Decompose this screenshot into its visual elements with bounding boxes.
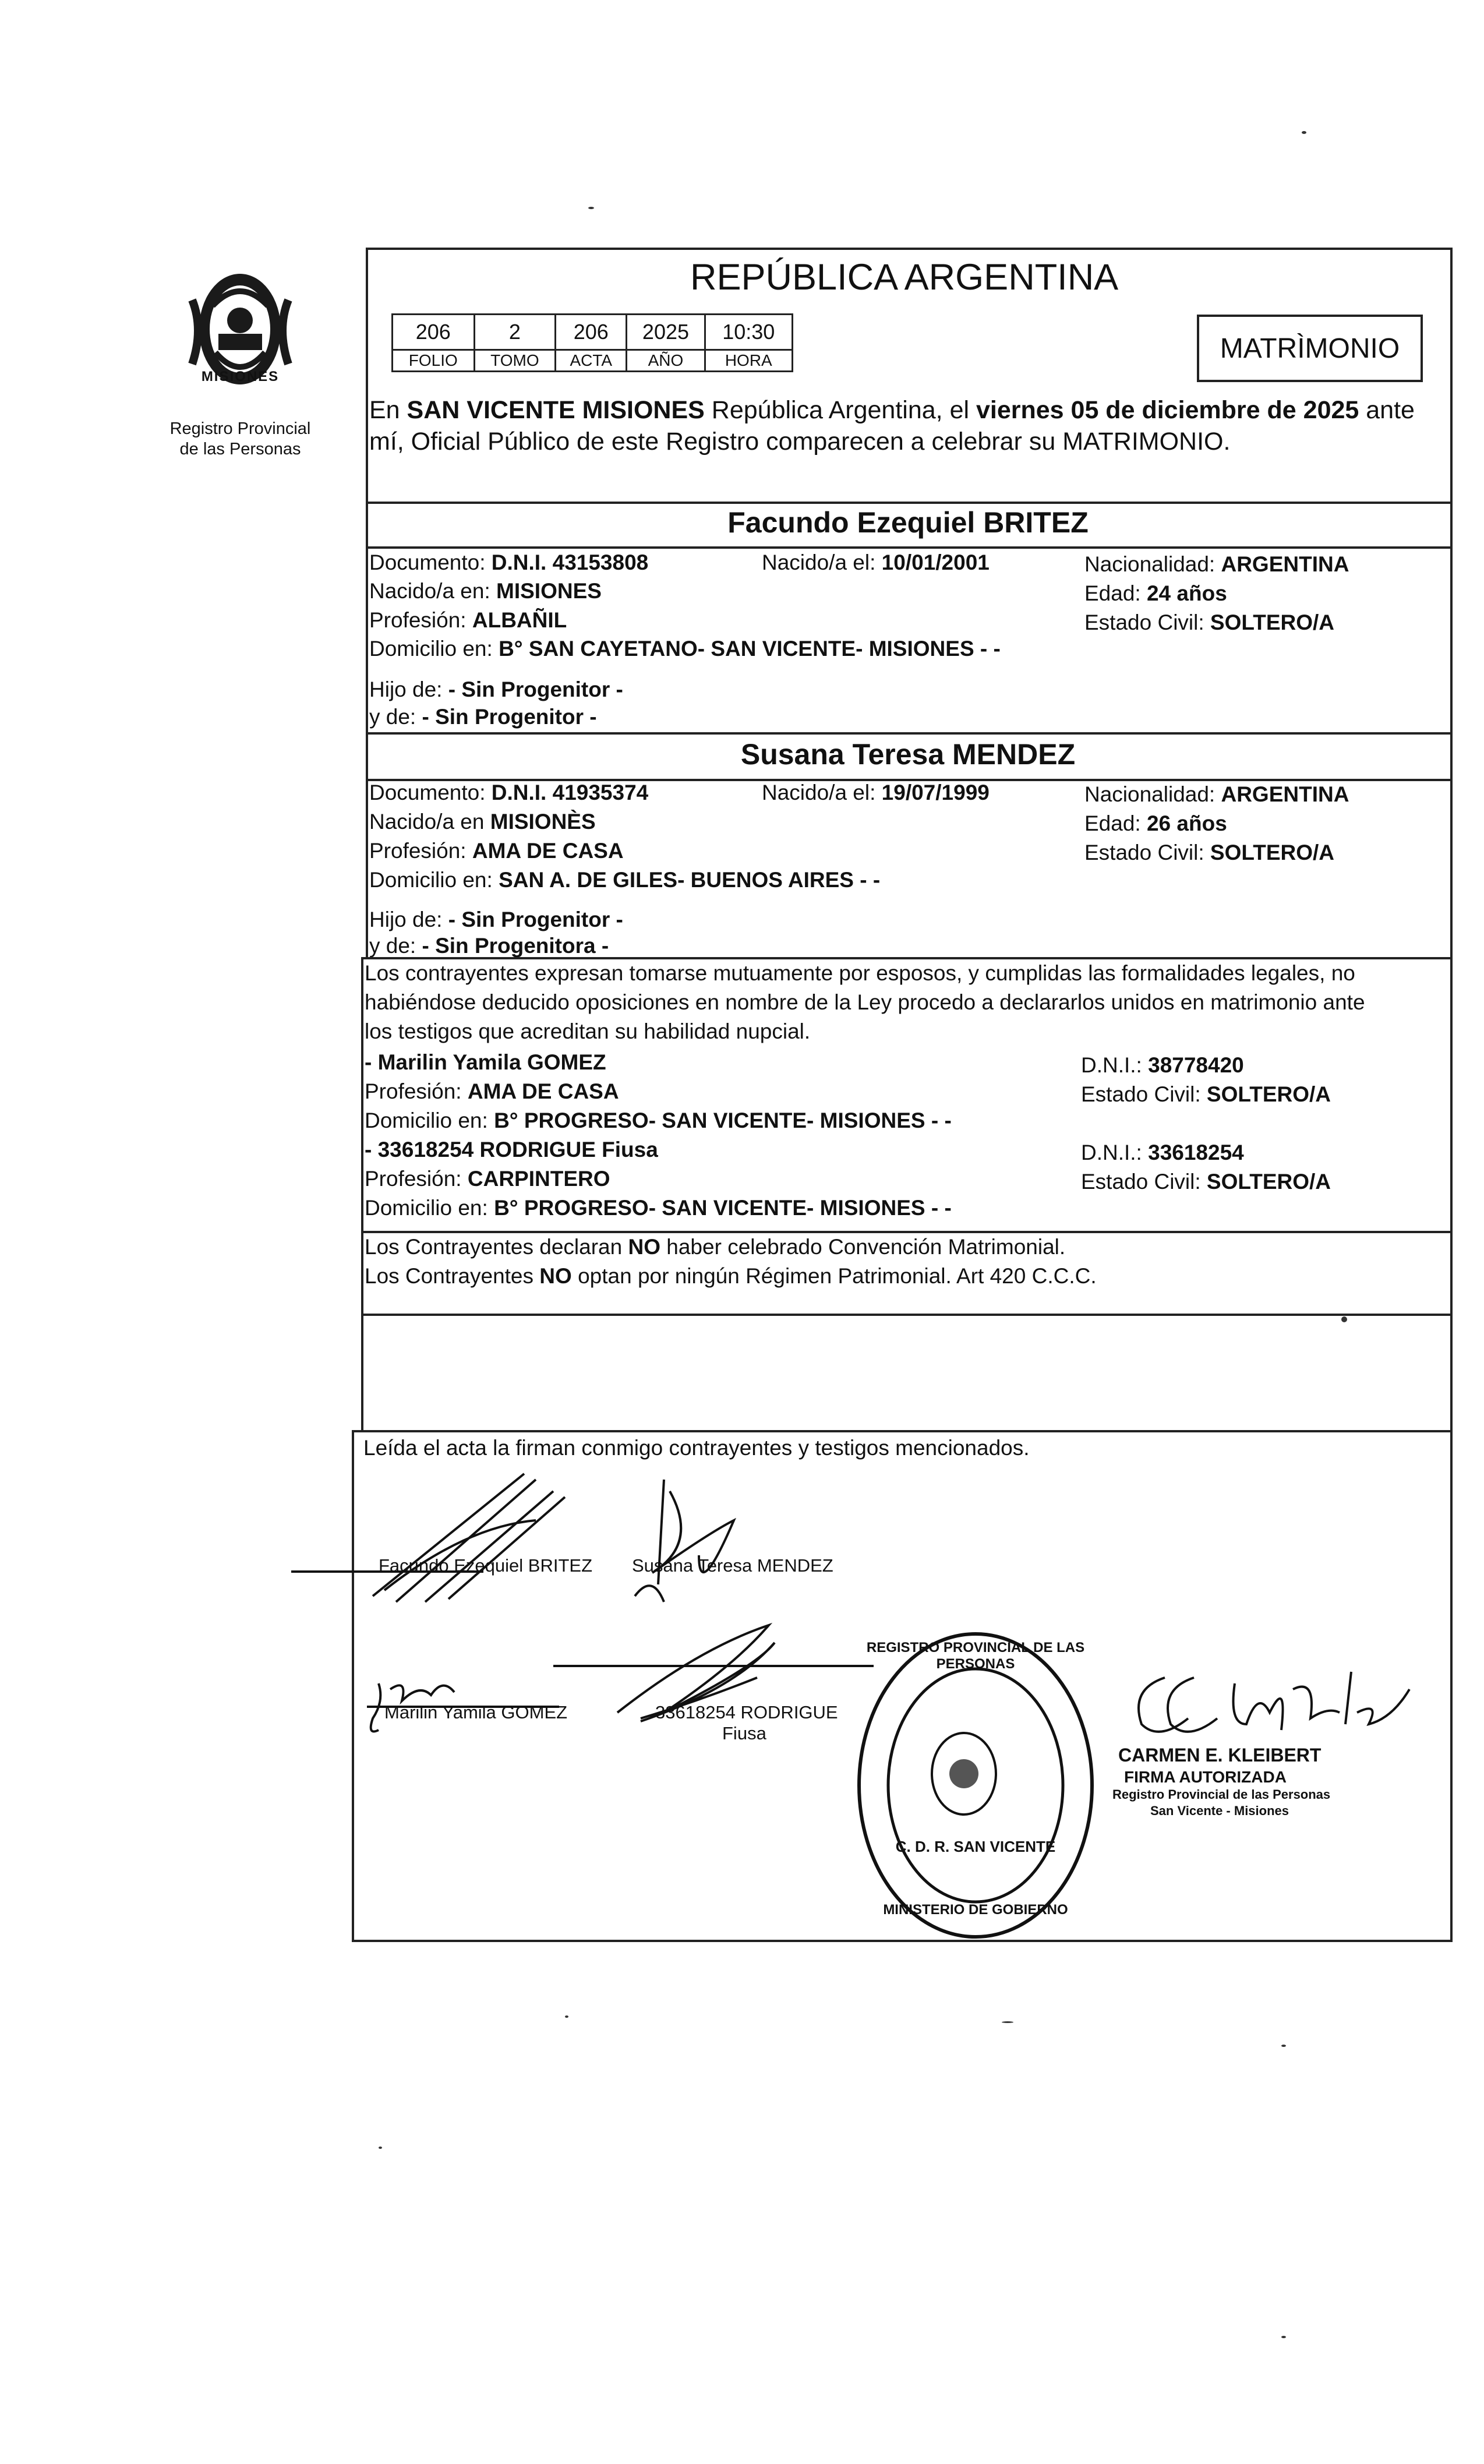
country-title: REPÚBLICA ARGENTINA bbox=[690, 257, 1119, 298]
spouse1-born-in: Nacido/a en: MISIONES bbox=[369, 579, 602, 603]
logo-caption-2: de las Personas bbox=[179, 440, 301, 458]
witness1-name: - Marilin Yamila GOMEZ bbox=[365, 1050, 606, 1074]
intro-line-2: mí, Oficial Público de este Registro comparecen a celebrar su MATRIMONIO. bbox=[369, 428, 1231, 456]
seal-text-bottom: MISIONES bbox=[201, 369, 280, 384]
official-office-1: Registro Provincial de las Personas bbox=[1112, 1787, 1331, 1802]
acta-value: 206 bbox=[556, 315, 627, 350]
tomo-value: 2 bbox=[474, 315, 556, 350]
anio-label: AÑO bbox=[627, 350, 705, 372]
signatures-intro: Leída el acta la firman conmigo contrayentes y testigos mencionados. bbox=[363, 1436, 1030, 1460]
spouse1-age: Edad: 24 años bbox=[1084, 581, 1227, 605]
official-title: FIRMA AUTORIZADA bbox=[1124, 1768, 1287, 1786]
declaration-line-3: los testigos que acreditan su habilidad nupcial. bbox=[365, 1019, 811, 1043]
register-table bbox=[391, 313, 793, 372]
witness2-profession: Profesión: CARPINTERO bbox=[365, 1167, 610, 1191]
spouse1-child-of: Hijo de: - Sin Progenitor - bbox=[369, 677, 623, 701]
witness2-civil-status: Estado Civil: SOLTERO/A bbox=[1081, 1170, 1331, 1194]
spouse2-and-of: y de: - Sin Progenitora - bbox=[369, 934, 609, 958]
spouse2-profession: Profesión: AMA DE CASA bbox=[369, 839, 624, 863]
scan-speck bbox=[1281, 2336, 1286, 2338]
patrimonial-line-2: Los Contrayentes NO optan por ningún Régimen Patrimonial. Art 420 C.C.C. bbox=[365, 1264, 1097, 1288]
declaration-line-2: habiéndose deducido oposiciones en nombre de la Ley procedo a declararlos unidos en matrimonio ante bbox=[365, 990, 1365, 1014]
scan-speck bbox=[565, 2015, 568, 2018]
spouse2-born-in: Nacido/a en MISIONÈS bbox=[369, 810, 596, 834]
spouse2-age: Edad: 26 años bbox=[1084, 811, 1227, 835]
witness1-civil-status: Estado Civil: SOLTERO/A bbox=[1081, 1082, 1331, 1106]
act-type-box bbox=[1197, 315, 1423, 382]
witness1-profession: Profesión: AMA DE CASA bbox=[365, 1079, 619, 1103]
anio-value: 2025 bbox=[627, 315, 705, 350]
spouse1-name-divider bbox=[366, 546, 1450, 549]
official-stamp bbox=[853, 1628, 1098, 1943]
acta-label: ACTA bbox=[556, 350, 627, 372]
scan-speck bbox=[1281, 2045, 1286, 2047]
spouse1-nationality: Nacionalidad: ARGENTINA bbox=[1084, 552, 1349, 576]
official-name: CARMEN E. KLEIBERT bbox=[1118, 1745, 1322, 1766]
folio-value: 206 bbox=[393, 315, 475, 350]
witness2-dni: D.N.I.: 33618254 bbox=[1081, 1141, 1244, 1164]
signature-label-spouse1: Facundo Ezequiel BRITEZ bbox=[379, 1555, 593, 1576]
signature-spouse1-icon bbox=[291, 1474, 565, 1602]
signature-label-witness2: 33618254 RODRIGUE bbox=[655, 1702, 838, 1722]
observations-frame bbox=[361, 1314, 1453, 1432]
witness1-dni: D.N.I.: 38778420 bbox=[1081, 1053, 1244, 1077]
stamp-center: C. D. R. SAN VICENTE bbox=[895, 1838, 1056, 1855]
spouse1-profession: Profesión: ALBAÑIL bbox=[369, 608, 567, 632]
spouse2-name: Susana Teresa MENDEZ bbox=[740, 738, 1076, 771]
province-logo bbox=[169, 265, 312, 399]
registry-stamp-icon bbox=[853, 1628, 1098, 1943]
spouse1-and-of: y de: - Sin Progenitor - bbox=[369, 705, 597, 729]
stamp-ring-bottom: MINISTERIO DE GOBIERNO bbox=[883, 1902, 1068, 1918]
spouse1-document: Documento: D.N.I. 43153808 bbox=[369, 550, 649, 574]
hora-value: 10:30 bbox=[705, 315, 792, 350]
declaration-top-line bbox=[361, 957, 1450, 959]
scan-speck bbox=[1302, 131, 1306, 134]
witness2-name: - 33618254 RODRIGUE Fiusa bbox=[365, 1138, 658, 1162]
scan-speck bbox=[1341, 1316, 1347, 1322]
signature-spouse2-icon bbox=[635, 1480, 734, 1602]
intro-line-1: En SAN VICENTE MISIONES República Argentina, el viernes 05 de diciembre de 2025 ante bbox=[369, 396, 1415, 424]
signature-label-spouse2: Susana Teresa MENDEZ bbox=[632, 1555, 833, 1576]
declaration-line-1: Los contrayentes expresan tomarse mutuamente por esposos, y cumplidas las formalidades legales, no bbox=[365, 961, 1355, 985]
spouse2-civil-status: Estado Civil: SOLTERO/A bbox=[1084, 841, 1335, 864]
spouse1-born-on: Nacido/a el: 10/01/2001 bbox=[762, 550, 990, 574]
spouse2-document: Documento: D.N.I. 41935374 bbox=[369, 781, 649, 804]
scan-speck bbox=[1002, 2021, 1013, 2023]
scan-speck bbox=[588, 207, 594, 209]
spouse1-address: Domicilio en: B° SAN CAYETANO- SAN VICENTE- MISIONES - - bbox=[369, 637, 1001, 661]
scan-speck bbox=[379, 2147, 382, 2149]
official-office-2: San Vicente - Misiones bbox=[1150, 1803, 1289, 1818]
tomo-label: TOMO bbox=[474, 350, 556, 372]
hora-label: HORA bbox=[705, 350, 792, 372]
spouse2-born-on: Nacido/a el: 19/07/1999 bbox=[762, 781, 990, 804]
logo-caption-1: Registro Provincial bbox=[169, 419, 311, 438]
spouse2-child-of: Hijo de: - Sin Progenitor - bbox=[369, 908, 623, 931]
witness1-address: Domicilio en: B° PROGRESO- SAN VICENTE- MISIONES - - bbox=[365, 1109, 952, 1132]
stamp-ring-top: REGISTRO PROVINCIAL DE LAS PERSONAS bbox=[866, 1640, 1085, 1672]
folio-label: FOLIO bbox=[393, 350, 475, 372]
signature-label-witness2-2: Fiusa bbox=[722, 1723, 766, 1743]
authorized-signature-icon bbox=[1118, 1654, 1444, 1753]
act-type: MATRÌMONIO bbox=[1220, 333, 1400, 364]
signature-label-witness1: Marilin Yamila GOMEZ bbox=[384, 1702, 568, 1722]
spouse1-civil-status: Estado Civil: SOLTERO/A bbox=[1084, 610, 1335, 634]
patrimonial-line-1: Los Contrayentes declaran NO haber celebrado Convención Matrimonial. bbox=[365, 1235, 1066, 1259]
spouse2-address: Domicilio en: SAN A. DE GILES- BUENOS AIRES - - bbox=[369, 868, 881, 892]
spouse2-nationality: Nacionalidad: ARGENTINA bbox=[1084, 782, 1349, 806]
spouse1-name: Facundo Ezequiel BRITEZ bbox=[727, 506, 1089, 539]
signatures-top-line bbox=[352, 1430, 1450, 1432]
witness2-address: Domicilio en: B° PROGRESO- SAN VICENTE- MISIONES - - bbox=[365, 1196, 952, 1220]
